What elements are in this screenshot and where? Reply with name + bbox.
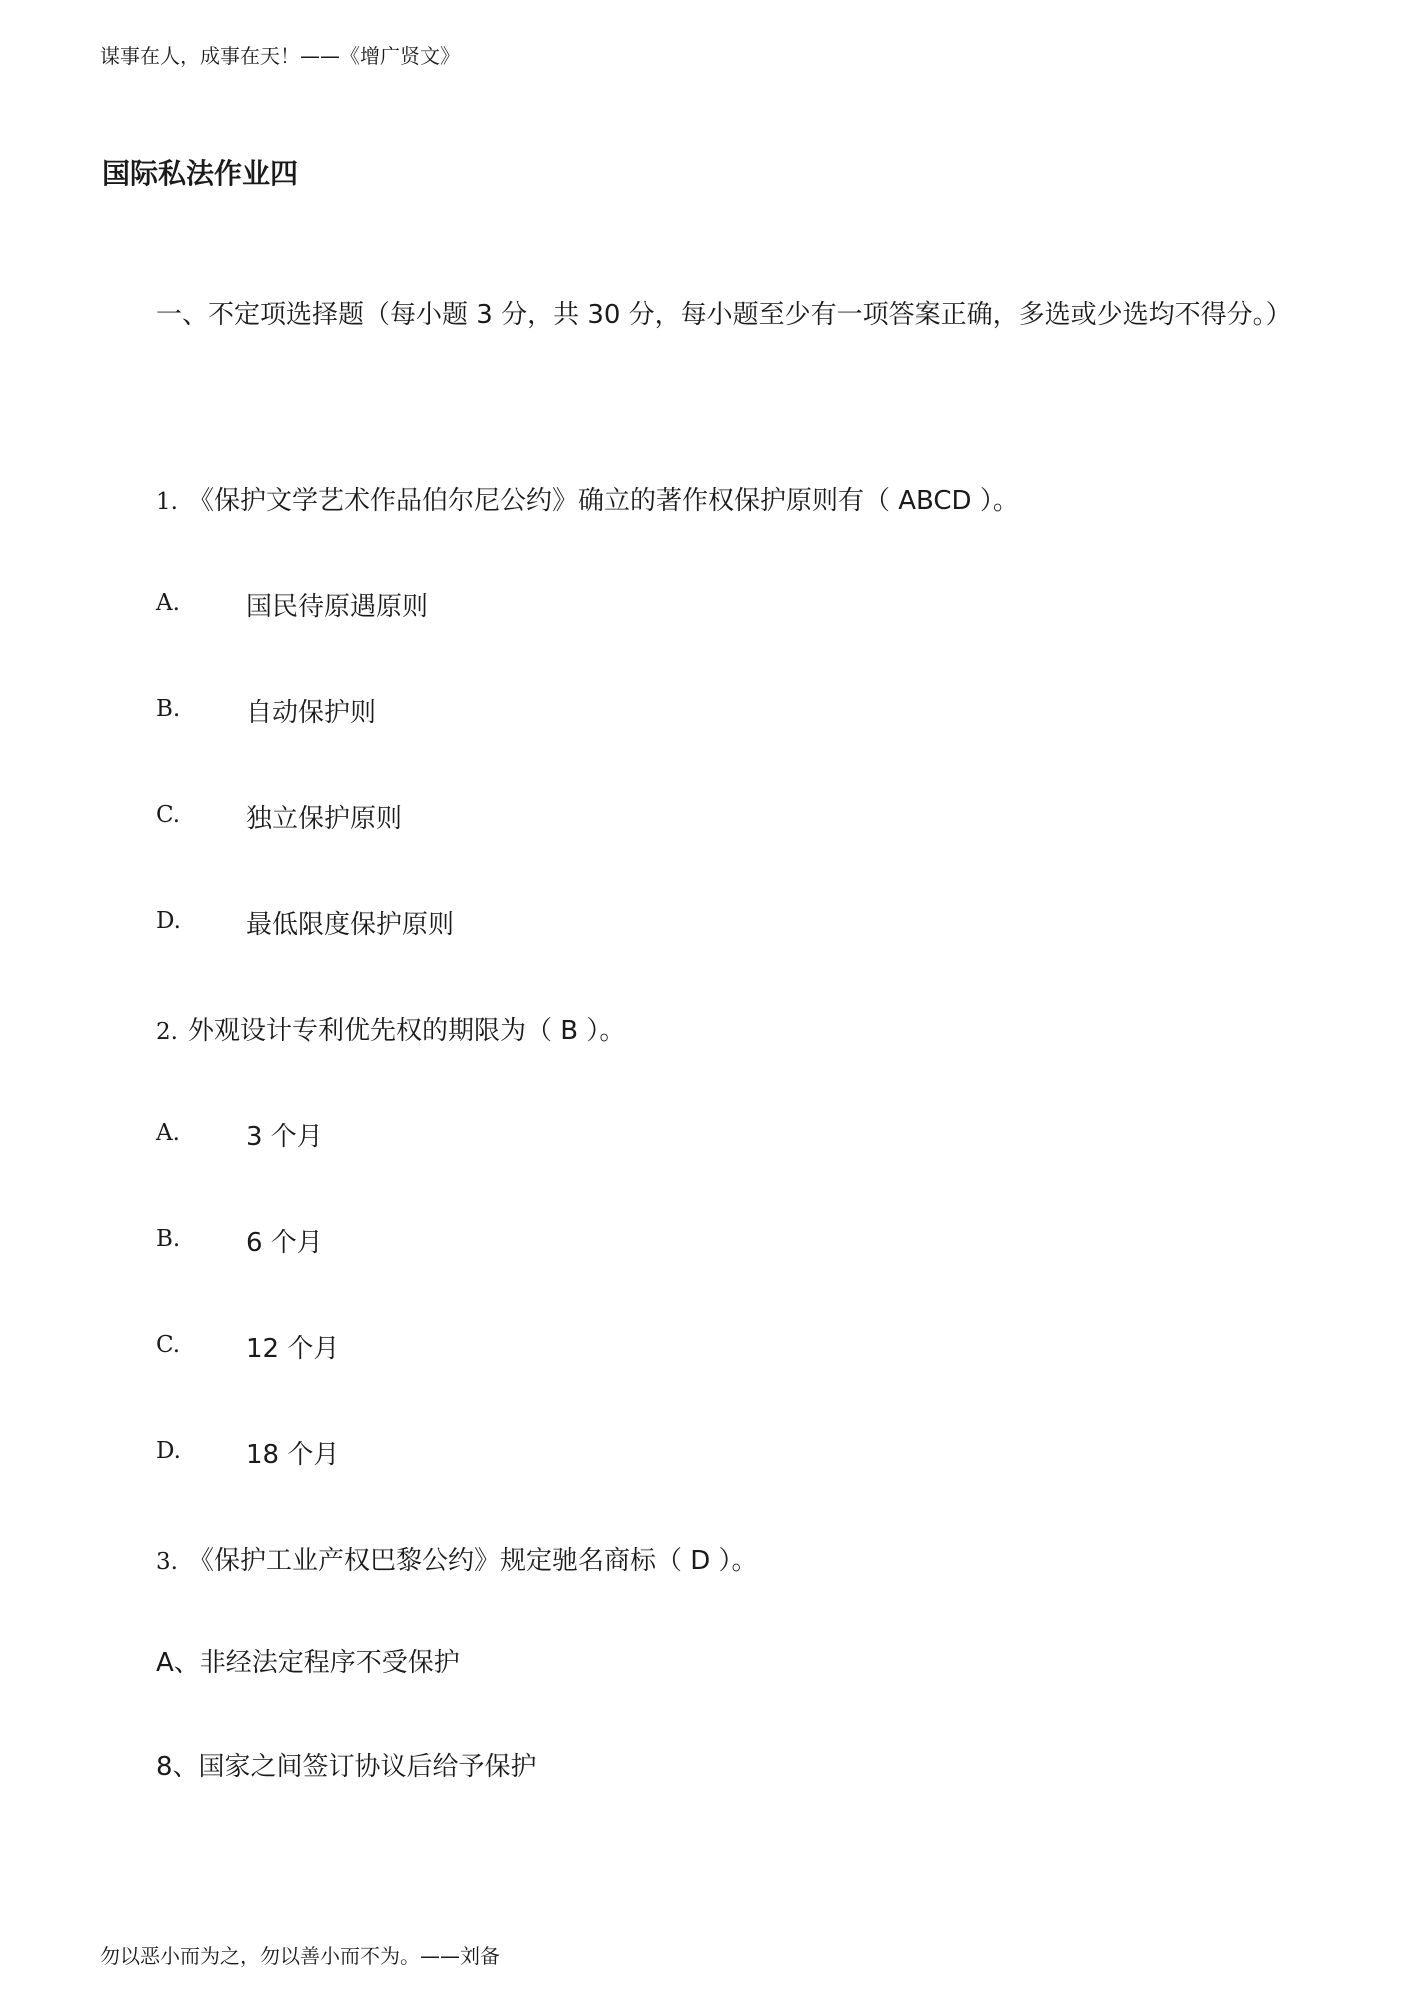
q1-option-c-text: 独立保护原则 — [246, 804, 403, 834]
question-3 — [156, 1540, 758, 1577]
q1-option-a-text: 国民待原遇原则 — [246, 592, 429, 622]
question-2-text: 外观设计专利优先权的期限为（ B ）。 — [187, 1016, 626, 1046]
q1-option-b-text: 自动保护则 — [246, 698, 377, 728]
question-1-text: 《保护文学艺术作品伯尔尼公约》确立的著作权保护原则有（ ABCD ）。 — [187, 486, 1019, 516]
question-2 — [156, 1010, 625, 1047]
document-title: 国际私法作业四 — [102, 157, 299, 190]
question-1 — [156, 480, 1019, 517]
q2-option-c-letter: C. — [156, 1332, 181, 1358]
footer-quote: 勿以恶小而为之，勿以善小而不为。——刘备 — [100, 1944, 500, 1968]
q3-option-a: A、非经法定程序不受保护 — [156, 1648, 460, 1678]
q2-option-d-letter: D. — [156, 1438, 181, 1464]
section-heading: 一、不定项选择题（每小题 3 分，共 30 分，每小题至少有一项答案正确，多选或少选均不得分。） — [156, 300, 1292, 330]
question-3-number: 3. — [156, 1549, 178, 1575]
question-1-number: 1. — [156, 489, 178, 515]
q3-option-b: 8、国家之间签订协议后给予保护 — [156, 1752, 537, 1782]
q1-option-c-letter: C. — [156, 802, 181, 828]
q2-option-a-letter: A. — [156, 1120, 180, 1146]
q1-option-a-letter: A. — [156, 590, 180, 616]
q1-option-b-letter: B. — [156, 696, 181, 722]
header-quote: 谋事在人，成事在天！——《增广贤文》 — [100, 44, 460, 68]
question-3-text: 《保护工业产权巴黎公约》规定驰名商标（ D ）。 — [187, 1546, 758, 1576]
q2-option-d-text: 18 个月 — [246, 1440, 340, 1470]
question-2-number: 2. — [156, 1019, 178, 1045]
q1-option-d-letter: D. — [156, 908, 181, 934]
q2-option-c-text: 12 个月 — [246, 1334, 340, 1364]
q2-option-a-text: 3 个月 — [246, 1122, 323, 1152]
q2-option-b-letter: B. — [156, 1226, 181, 1252]
q2-option-b-text: 6 个月 — [246, 1228, 323, 1258]
q1-option-d-text: 最低限度保护原则 — [246, 910, 455, 940]
